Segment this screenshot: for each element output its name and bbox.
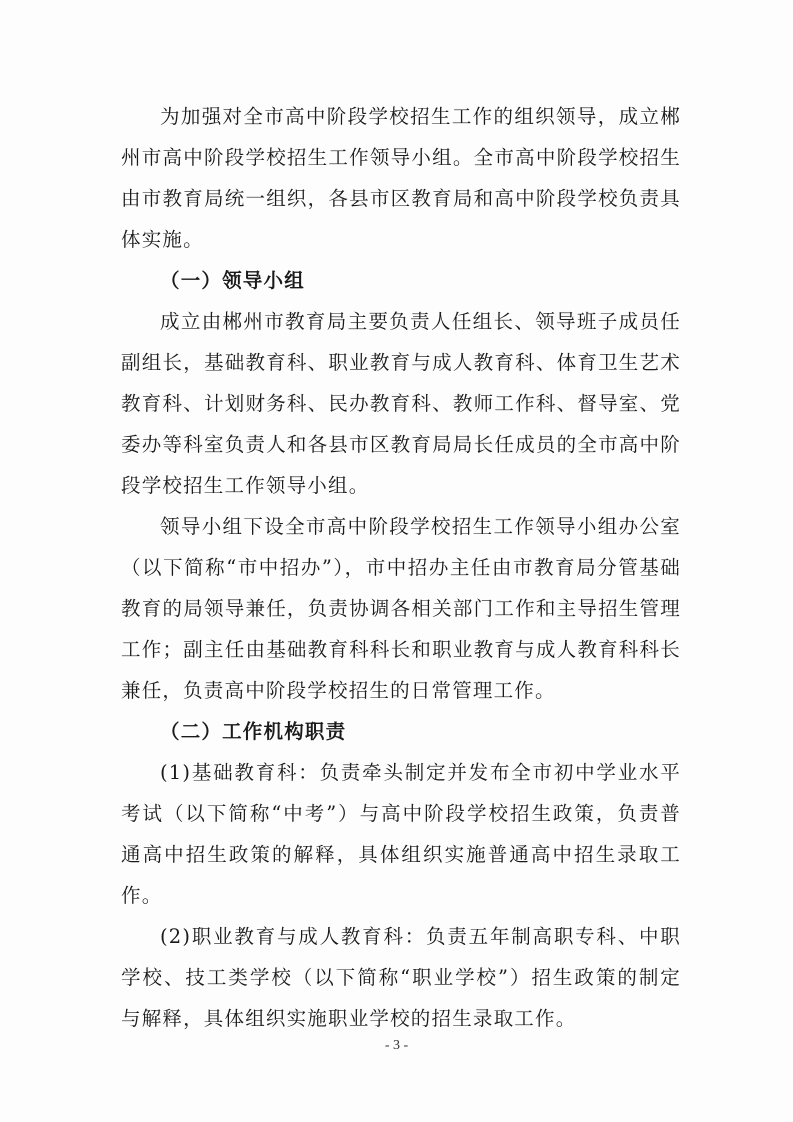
paragraph-enrollment-office: 领导小组下设全市高中阶段学校招生工作领导小组办公室（以下简称“市中招办”），市中招办主任由市教育局分管基础教育的局领导兼任，负责协调各相关部门工作和主导招生管理工作；副主任由基础教育科科长和职业教育与成人教育科科长兼任，负责高中阶段学校招生的日常管理工作。	[121, 515, 681, 702]
document-body	[121, 96, 681, 1039]
paragraph-duty-basic-education: (1)基础教育科：负责牵头制定并发布全市初中学业水平考试（以下简称“中考”）与高中阶段学校招生政策，负责普通高中招生政策的解释，具体组织实施普通高中招生录取工作。	[121, 761, 681, 907]
paragraph-intro: 为加强对全市高中阶段学校招生工作的组织领导，成立郴州市高中阶段学校招生工作领导小组。全市高中阶段学校招生由市教育局统一组织，各县市区教育局和高中阶段学校负责具体实施。	[121, 105, 681, 251]
page-number: - 3 -	[384, 1038, 409, 1053]
section-heading-agency-duties: （二）工作机构职责	[160, 720, 347, 743]
paragraph-leadership-group-members: 成立由郴州市教育局主要负责人任组长、领导班子成员任副组长，基础教育科、职业教育与成人教育科、体育卫生艺术教育科、计划财务科、民办教育科、教师工作科、督导室、党委办等科室负责人和各县市区教育局局长任成员的全市高中阶段学校招生工作领导小组。	[121, 310, 681, 497]
paragraph-duty-vocational-education: (2)职业教育与成人教育科：负责五年制高职专科、中职学校、技工类学校（以下简称“职业学校”）招生政策的制定与解释，具体组织实施职业学校的招生录取工作。	[121, 925, 681, 1030]
section-heading-leadership-group: （一）领导小组	[160, 269, 305, 292]
